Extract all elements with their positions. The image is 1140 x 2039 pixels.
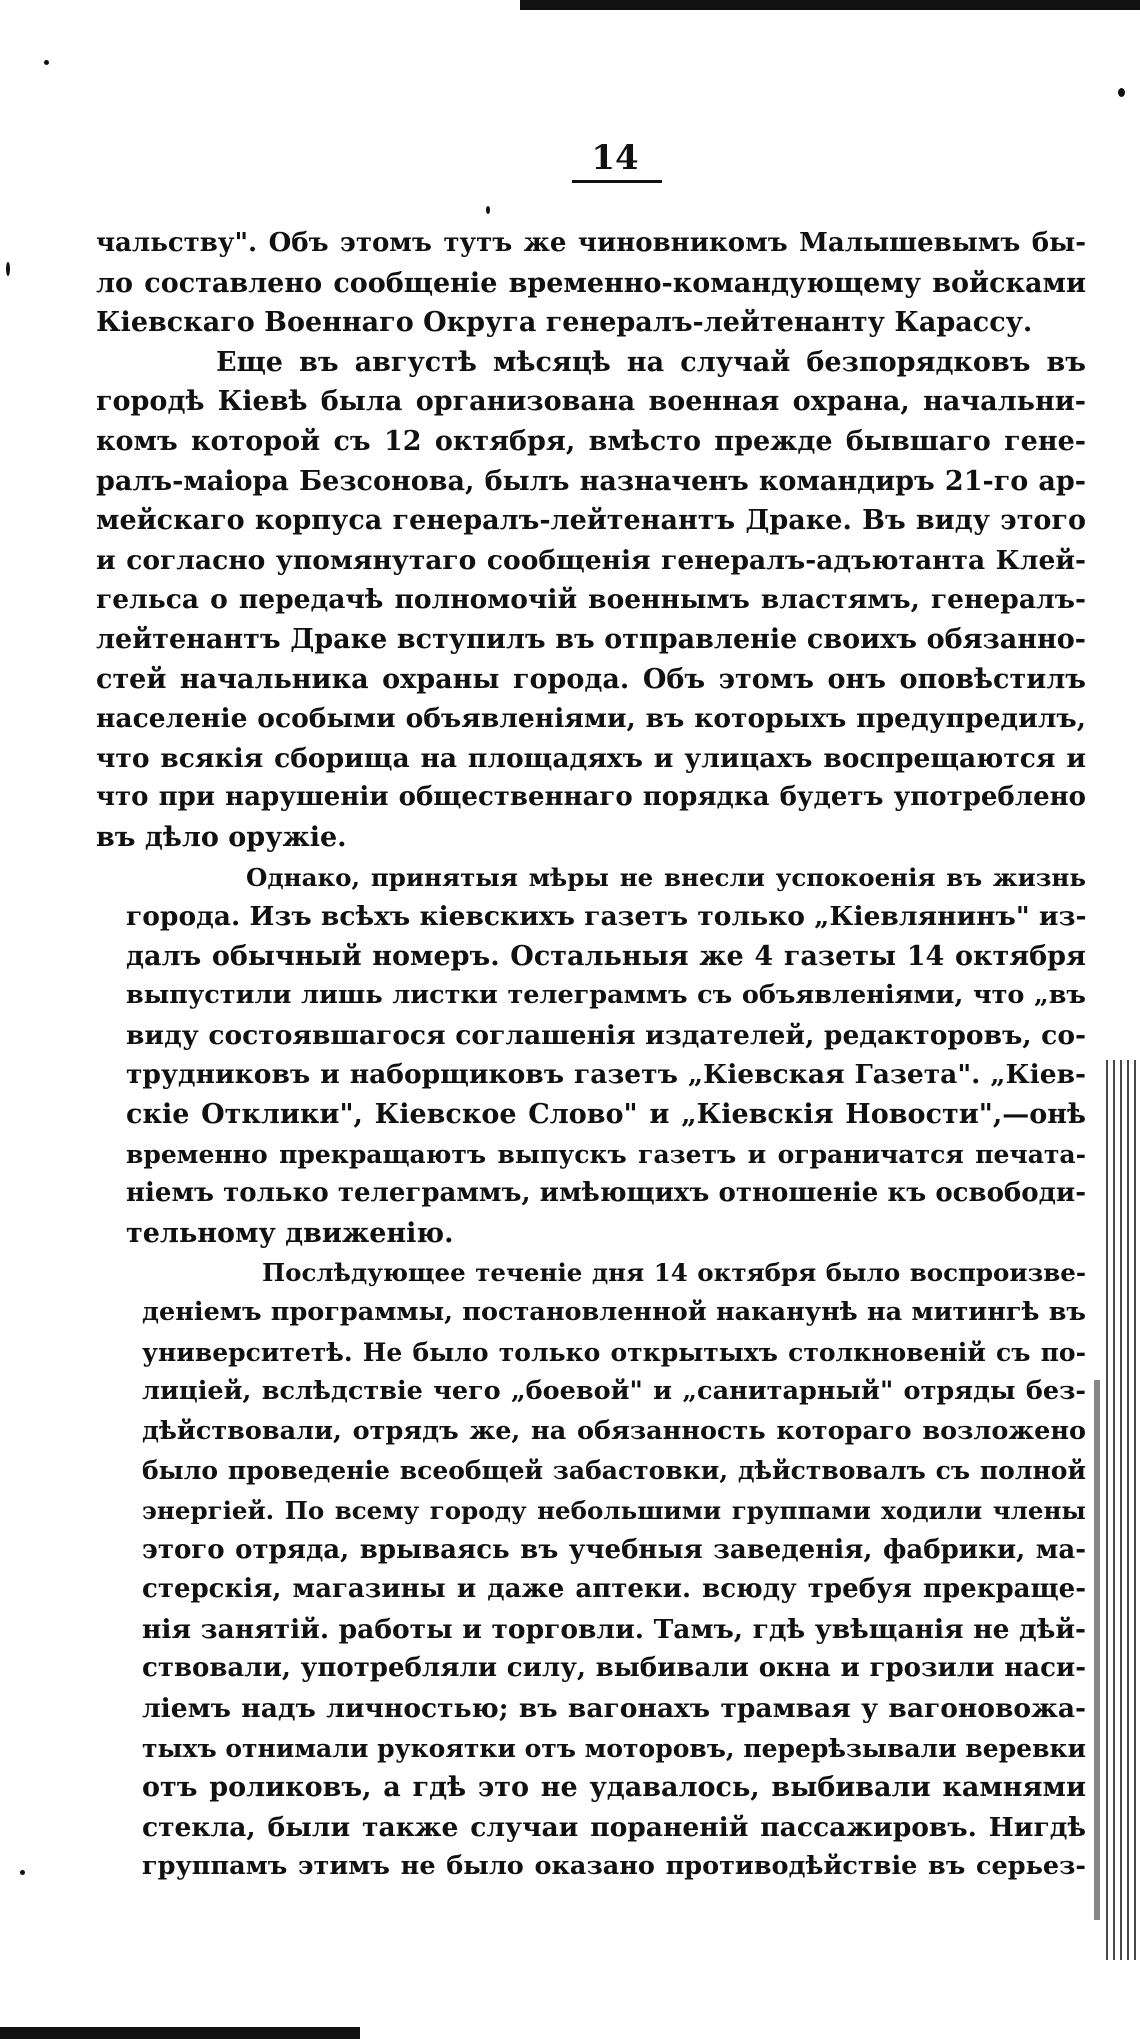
text-line: города. Изъ всѣхъ кіевскихъ газетъ только „Кіевлянинъ" из-: [126, 901, 1087, 933]
paragraph: [96, 224, 1086, 343]
text-line: энергіей. По всему городу небольшими группами ходили члены: [142, 1496, 1086, 1525]
text-line: выпустили лишь листки телеграммъ съ объявленіями, что „въ: [126, 980, 1086, 1011]
scan-edge-bottom: [0, 2027, 360, 2039]
text-line: Послѣдующее теченіе дня 14 октября было воспроизве-: [262, 1258, 1086, 1288]
text-line: ніемъ только телеграммъ, имѣющихъ отношеніе къ освободи-: [126, 1178, 1086, 1209]
text-line: деніемъ программы, постановленной наканунѣ на митингѣ въ: [142, 1297, 1086, 1328]
scan-speck: [486, 206, 490, 214]
text-line: Кіевскаго Военнаго Округа генералъ-лейтенанту Карассу.: [96, 307, 1033, 339]
scan-speck: [20, 1870, 25, 1875]
scan-speck: [6, 262, 10, 276]
text-line: трудниковъ и наборщиковъ газетъ „Кіевская Газета". „Кіев-: [126, 1059, 1086, 1091]
scan-speck: [1118, 88, 1125, 97]
scan-edge-top: [520, 0, 1140, 10]
text-line: Однако, принятыя мѣры не внесли успокоенія въ жизнь: [246, 862, 1086, 892]
text-line: отъ роликовъ, а гдѣ это не удавалось, выбивали камнями: [142, 1772, 1086, 1804]
text-line: лиціей, вслѣдствіе чего „боевой" и „санитарный" отряды без-: [142, 1376, 1086, 1407]
text-line: въ дѣло оружіе.: [96, 821, 347, 853]
text-line: и согласно упомянутаго сообщенія генералъ-адъютанта Клей-: [96, 544, 1086, 576]
text-line: группамъ этимъ не было оказано противодѣйствіе въ серьез-: [142, 1851, 1086, 1882]
page-number-rule: [572, 180, 662, 183]
body-text: [96, 224, 1086, 1887]
text-line: виду состоявшагося соглашенія издателей, редакторовъ, со-: [126, 1019, 1086, 1051]
text-line: лейтенантъ Драке вступилъ въ отправленіе своихъ обязанно-: [96, 623, 1086, 655]
text-line: стей начальника охраны города. Объ этомъ онъ оповѣстилъ: [96, 663, 1086, 695]
page-number: 14: [591, 138, 639, 178]
text-line: гельса о передачѣ полномочій военнымъ властямъ, генералъ-: [96, 584, 1086, 616]
scan-edge-right-inner: [1094, 1380, 1100, 1920]
paragraph: [96, 343, 1086, 858]
text-line: ралъ-маіора Безсонова, былъ назначенъ командиръ 21-го ар-: [96, 465, 1086, 497]
text-line: ствовали, употребляли силу, выбивали окна и грозили наси-: [142, 1653, 1086, 1684]
text-line: тыхъ отнимали рукоятки отъ моторовъ, перерѣзывали веревки: [142, 1733, 1087, 1763]
text-line: далъ обычный номеръ. Остальныя же 4 газеты 14 октября: [126, 940, 1086, 972]
text-line: ліемъ надъ личностью; въ вагонахъ трамвая у вагоновожа-: [142, 1692, 1086, 1724]
text-line: что при нарушеніи общественнаго порядка будетъ употреблено: [96, 782, 1086, 813]
text-line: комъ которой съ 12 октября, вмѣсто прежде бывшаго гене-: [96, 425, 1086, 457]
scan-edge-right: [1106, 1060, 1140, 1960]
text-line: Еще въ августѣ мѣсяцѣ на случай безпорядковъ въ: [216, 346, 1086, 378]
text-line: университетѣ. Не было только открытыхъ столкновеній съ по-: [142, 1337, 1086, 1367]
text-line: что всякія сборища на площадяхъ и улицахъ воспрещаются и: [96, 742, 1086, 774]
text-line: этого отряда, врываясь въ учебныя заведенія, фабрики, ма-: [142, 1534, 1086, 1565]
text-line: тельному движенію.: [126, 1217, 454, 1249]
scan-speck: [44, 60, 49, 65]
text-line: населеніе особыми объявленіями, въ которыхъ предупредилъ,: [96, 703, 1086, 735]
text-line: скіе Отклики", Кіевское Слово" и „Кіевскія Новости",—онѣ: [126, 1099, 1086, 1131]
text-line: мейскаго корпуса генералъ-лейтенантъ Драке. Въ виду этого: [96, 505, 1086, 537]
text-line: было проведеніе всеобщей забастовки, дѣйствовалъ съ полной: [142, 1456, 1086, 1486]
text-line: временно прекращаютъ выпускъ газетъ и ограничатся печата-: [126, 1139, 1086, 1169]
text-line: стерскія, магазины и даже аптеки. всюду требуя прекраще-: [142, 1574, 1086, 1605]
text-line: ло составлено сообщеніе временно-командующему войсками: [96, 267, 1086, 299]
text-line: стекла, были также случаи пораненій пассажировъ. Нигдѣ: [142, 1811, 1086, 1843]
paragraph: [96, 1253, 1086, 1887]
text-line: городѣ Кіевѣ была организована военная охрана, начальни-: [96, 386, 1086, 418]
text-line: нія занятій. работы и торговли. Тамъ, гдѣ увѣщанія не дѣй-: [142, 1613, 1086, 1645]
text-line: чальству". Объ этомъ тутъ же чиновникомъ Малышевымъ бы-: [96, 228, 1086, 258]
text-line: дѣйствовали, отрядъ же, на обязанность котораго возложено: [142, 1415, 1086, 1446]
paragraph: [96, 858, 1086, 1254]
